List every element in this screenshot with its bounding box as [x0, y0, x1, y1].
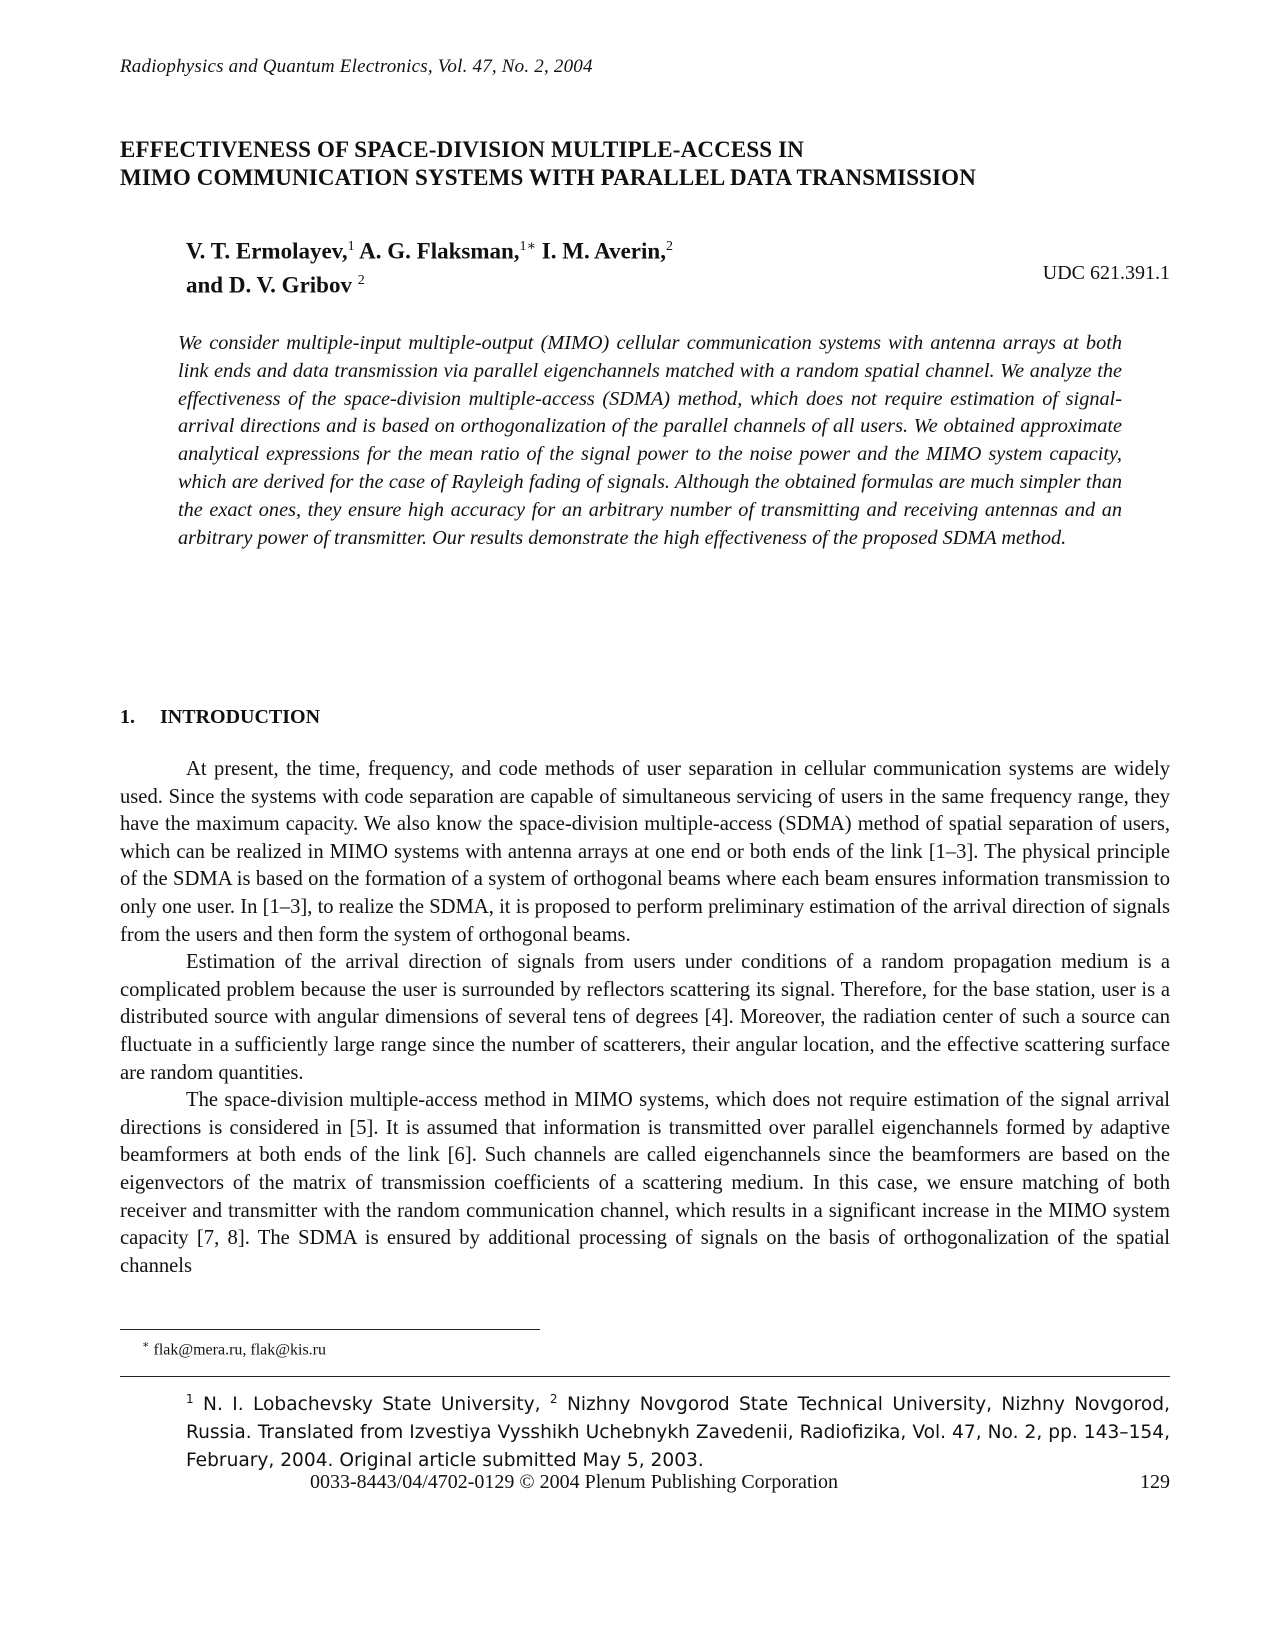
author-line-2 — [186, 266, 1170, 300]
author-line-1 — [186, 232, 1170, 266]
affiliation-1-mark: 1 — [186, 1392, 194, 1406]
copyright-line: 0033-8443/04/4702-0129 © 2004 Plenum Publishing Corporation — [310, 1471, 838, 1493]
paragraph-3: The space-division multiple-access method in MIMO systems, which does not require estimation of the signal arrival directions is considered in [5]. It is assumed that information is transmitted over parallel eigenchannels formed by adaptive beamformers at both ends of the link [6]. Such channels are called eigenchannels since the beamformers are based on the eigenvectors of the matrix of transmission coefficients of a scattering medium. In this case, we ensure matching of both receiver and transmitter with the random communication channel, which results in a significant increase in the MIMO system capacity [7, 8]. The SDMA is ensured by additional processing of signals on the basis of orthogonalization of the spatial channels — [120, 1089, 1170, 1277]
title-line-2: MIMO COMMUNICATION SYSTEMS WITH PARALLEL DATA TRANSMISSION — [120, 165, 976, 190]
author-1: V. T. Ermolayev, — [186, 238, 348, 264]
author-4: and D. V. Gribov — [186, 272, 352, 298]
author-3: I. M. Averin, — [541, 238, 666, 264]
footnote — [142, 1338, 326, 1359]
journal-header: Radiophysics and Quantum Electronics, Vol. 47, No. 2, 2004 — [120, 56, 593, 77]
author-2: A. G. Flaksman, — [359, 238, 520, 264]
title-line-1: EFFECTIVENESS OF SPACE-DIVISION MULTIPLE-ACCESS IN — [120, 137, 805, 162]
page-number: 129 — [1140, 1471, 1170, 1493]
abstract: We consider multiple-input multiple-output (MIMO) cellular communication systems with antenna arrays at both link ends and data transmission via parallel eigenchannels matched with a random spatial channel. We analyze the effectiveness of the space-division multiple-access (SDMA) method, which does not require estimation of signal-arrival directions and is based on orthogonalization of the parallel channels of all users. We obtained approximate analytical expressions for the mean ratio of the signal power to the noise power and the MIMO system capacity, which are derived for the case of Rayleigh fading of signals. Although the obtained formulas are much simpler than the exact ones, they ensure high accuracy for an arbitrary number of transmitting and receiving antennas and an arbitrary power of transmitter. Our results demonstrate the high effectiveness of the proposed SDMA method. — [178, 332, 1122, 549]
footnote-emails: flak@mera.ru, flak@kis.ru — [153, 1341, 327, 1359]
author-1-affiliation: 1 — [347, 239, 355, 254]
author-list — [186, 232, 1170, 299]
section-heading — [120, 706, 320, 729]
footnote-mark: ∗ — [142, 1339, 150, 1351]
paper-title — [120, 136, 1170, 192]
udc-code: UDC 621.391.1 — [1042, 262, 1170, 284]
affiliation-2-mark: 2 — [549, 1392, 558, 1406]
author-2-affiliation: 1∗ — [519, 239, 537, 254]
affiliation-2: Nizhny Novgorod State Technical University, Nizhny Novgorod, Russia. Translated from Izvestiya Vysshikh Uchebnykh Zavedenii, Radiofizika, Vol. 47, No. 2, pp. 143–154, February, 2004. Original article submitted May 5, 2003. — [186, 1394, 1170, 1472]
affiliation-1: N. I. Lobachevsky State University, — [203, 1394, 541, 1416]
paragraph-1: At present, the time, frequency, and code methods of user separation in cellular communication systems are widely used. Since the systems with code separation are capable of simultaneous servicing of users in the same frequency range, they have the maximum capacity. We also know the space-division multiple-access (SDMA) method of spatial separation of users, which can be realized in MIMO systems with antenna arrays at one end or both ends of the link [1–3]. The physical principle of the SDMA is based on the formation of a system of orthogonal beams where each beam ensures information transmission to only one user. In [1–3], to realize the SDMA, it is proposed to perform preliminary estimation of the arrival direction of signals from the users and then form the system of orthogonal beams. — [120, 758, 1170, 946]
body-text — [120, 756, 1170, 1280]
section-title: INTRODUCTION — [160, 706, 321, 728]
section-number: 1. — [120, 706, 135, 728]
affiliation-box — [120, 1376, 1170, 1475]
author-4-affiliation: 2 — [357, 272, 365, 288]
affiliation-text — [120, 1385, 1170, 1475]
author-3-affiliation: 2 — [665, 239, 673, 254]
paragraph-2: Estimation of the arrival direction of signals from users under conditions of a random propagation medium is a complicated problem because the user is surrounded by reflectors scattering its signal. Therefore, for the base station, user is a distributed source with angular dimensions of several tens of degrees [4]. Moreover, the radiation center of such a source can fluctuate in a sufficiently large range since the number of scatterers, their angular location, and the effective scattering surface are random quantities. — [120, 951, 1170, 1084]
footnote-divider — [120, 1329, 540, 1330]
